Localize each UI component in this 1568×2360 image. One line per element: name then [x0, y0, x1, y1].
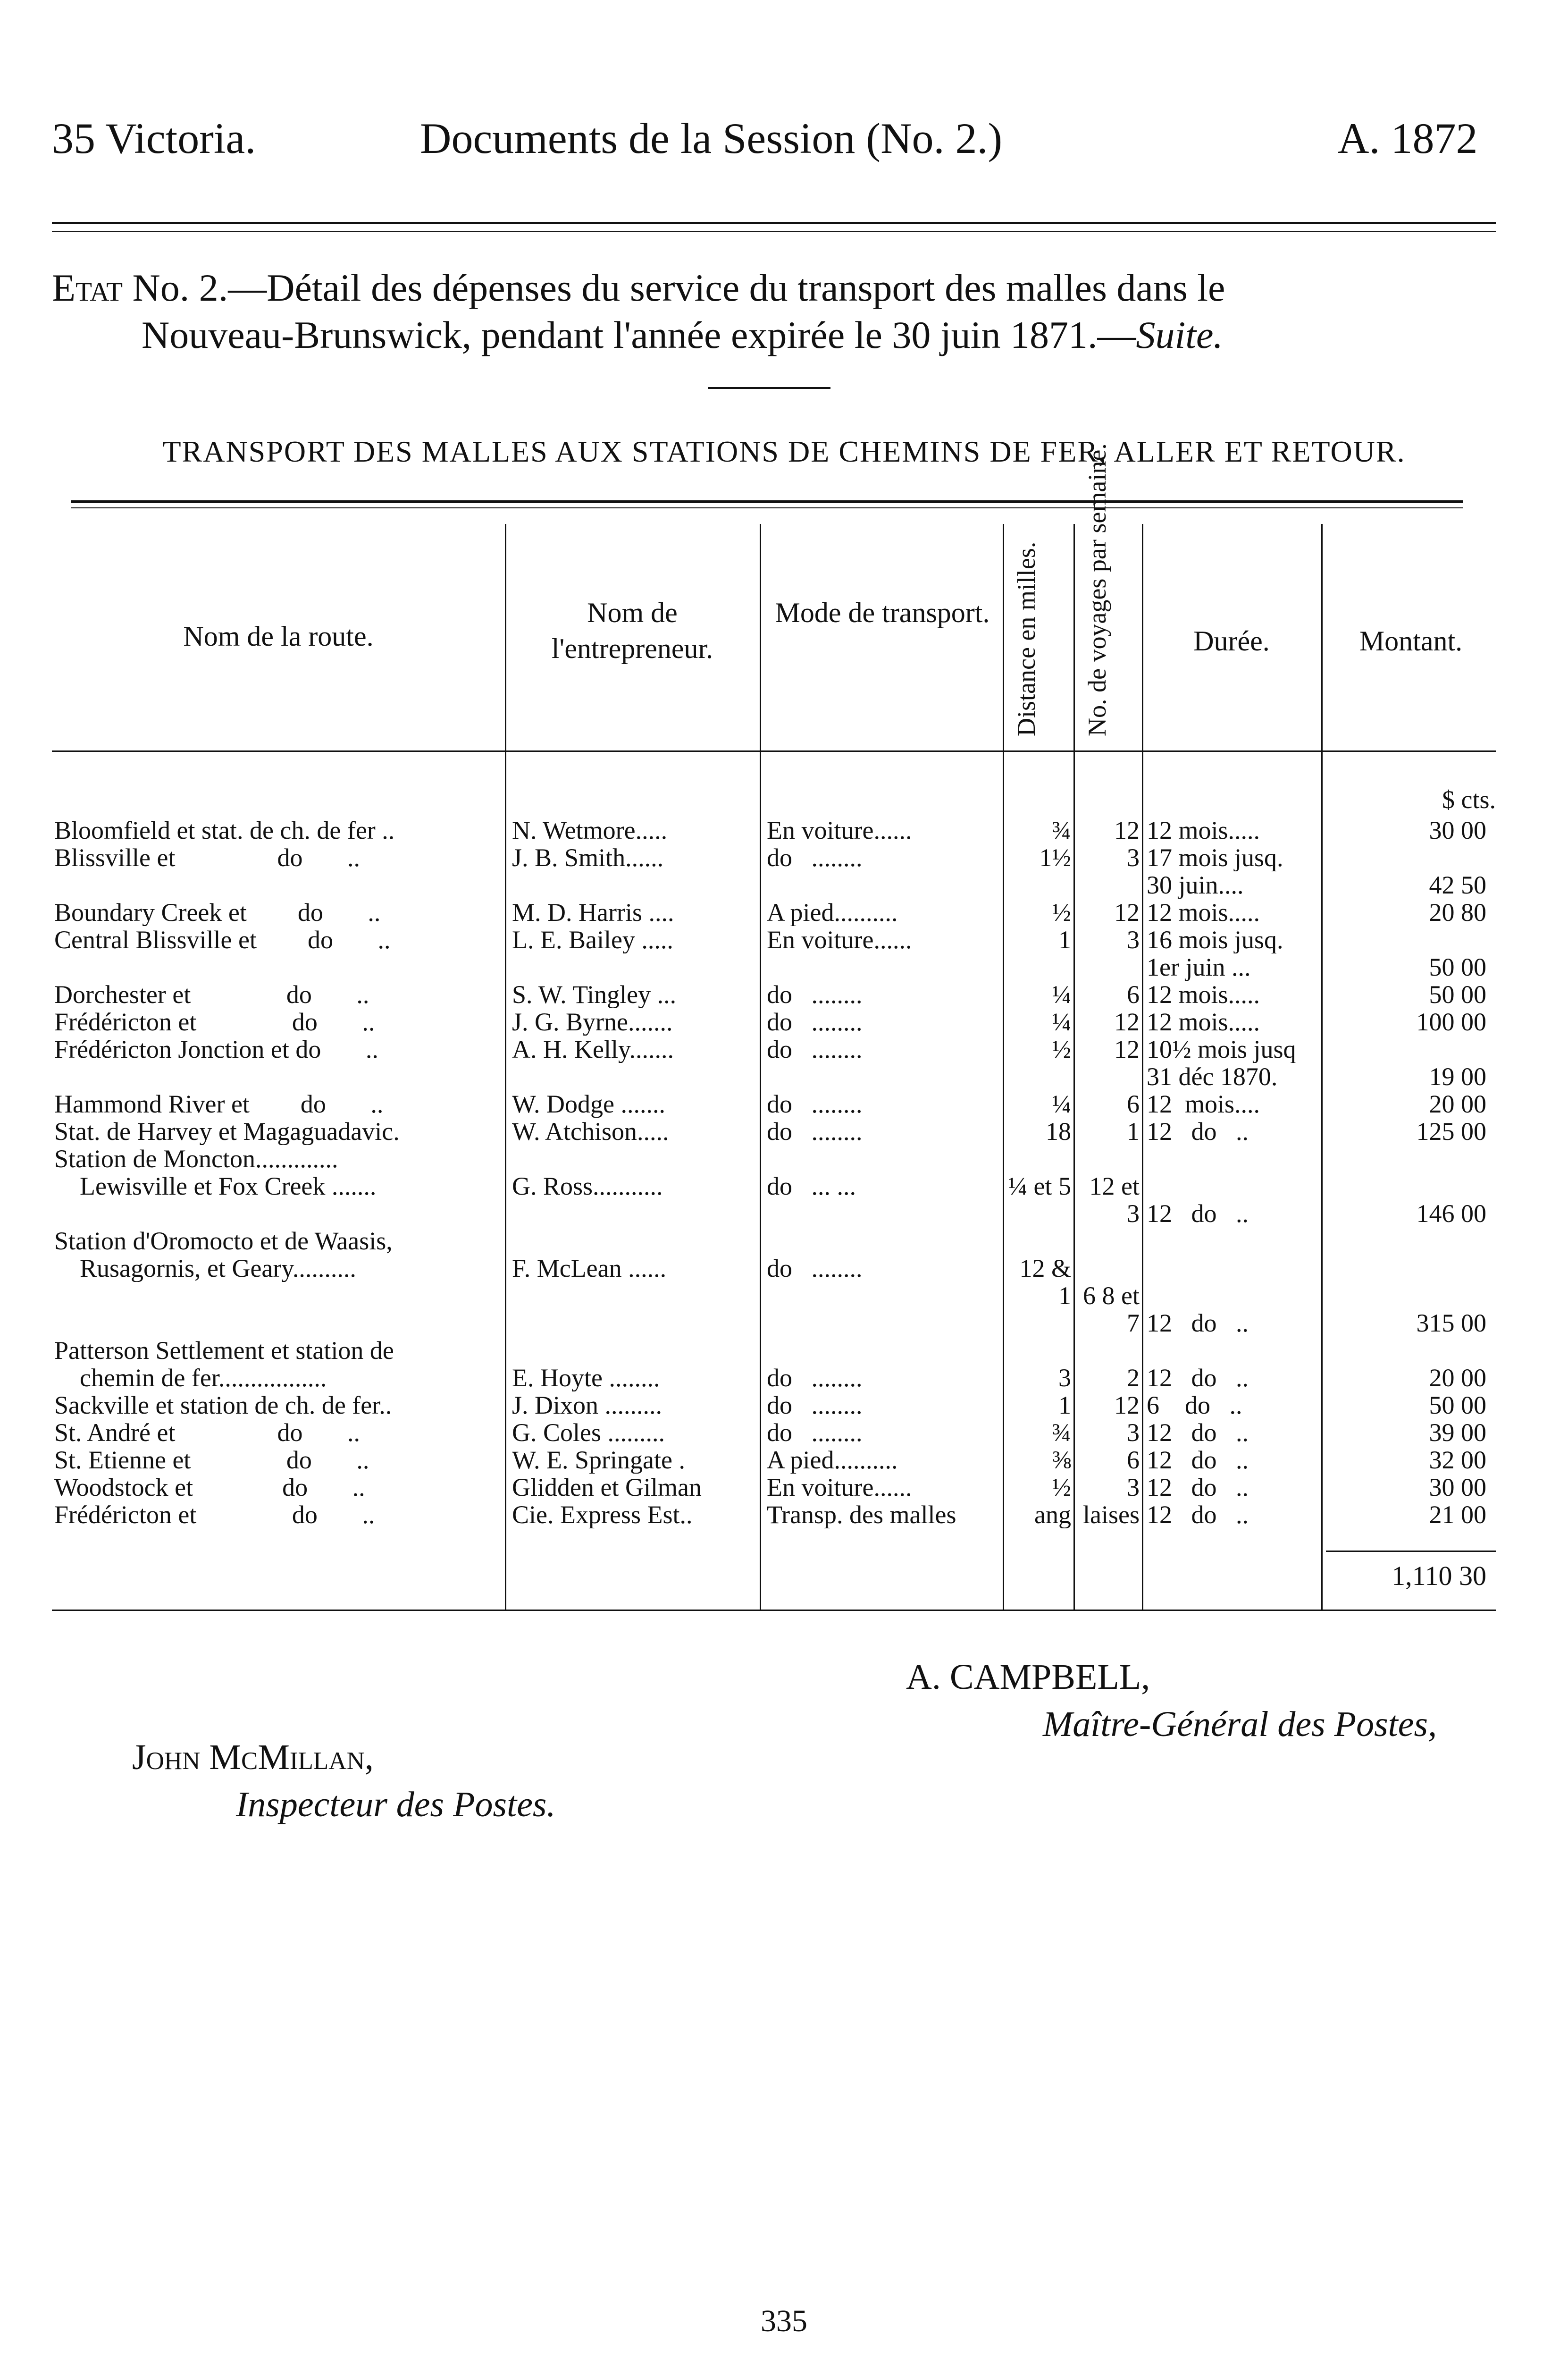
table-cell-mode: do ........: [767, 981, 863, 1008]
table-cell-contractor: N. Wetmore.....: [512, 817, 668, 844]
table-cell-duration: 12 mois.....: [1147, 817, 1260, 844]
table-cell-amount: 50 00: [1429, 981, 1486, 1008]
table-cell-trips: 3: [1127, 926, 1140, 953]
table-cell-distance: ¼ et 5: [1008, 1172, 1071, 1200]
table-cell-route: Blissville et do ..: [54, 844, 360, 871]
table-cell-distance: 18: [1046, 1118, 1071, 1145]
table-cell-mode: do ........: [767, 1419, 863, 1446]
header-center: Documents de la Session (No. 2.): [420, 114, 1003, 162]
table-cell-amount: 20 00: [1429, 1090, 1486, 1118]
signature-title-left: Inspecteur des Postes.: [236, 1785, 556, 1824]
table-cell-route: Hammond River et do ..: [54, 1090, 384, 1118]
table-cell-mode: A pied..........: [767, 899, 898, 926]
table-cell-trips: 6: [1127, 1090, 1140, 1118]
table-cell-trips: 2: [1127, 1364, 1140, 1391]
table-cell-contractor: M. D. Harris ....: [512, 899, 674, 926]
table-cell-distance: 1½: [1039, 844, 1071, 871]
table-cell-trips: 3: [1127, 1419, 1140, 1446]
table-cell-distance: 1: [1058, 1391, 1071, 1419]
col-line-4: [1073, 524, 1075, 1610]
table-cell-duration: 12 mois.....: [1147, 1008, 1260, 1036]
table-cell-contractor: J. Dixon .........: [512, 1391, 662, 1419]
table-top-rule-thin: [71, 507, 1463, 508]
table-cell-amount: 50 00: [1429, 1391, 1486, 1419]
table-cell-distance: 1: [1058, 926, 1071, 953]
table-cell-contractor: W. Atchison.....: [512, 1118, 669, 1145]
signature-name-right: A. CAMPBELL,: [906, 1657, 1150, 1697]
page-number: 335: [761, 2304, 807, 2338]
table-cell-trips: 12: [1114, 817, 1140, 844]
table-cell-amount: 21 00: [1429, 1501, 1486, 1528]
table-cell-distance: ½: [1052, 1036, 1071, 1063]
table-cell-mode: do ........: [767, 1391, 863, 1419]
table-cell-duration: 12 mois.....: [1147, 981, 1260, 1008]
table-cell-route: chemin de fer.................: [54, 1364, 327, 1391]
col-line-3: [1003, 524, 1004, 1610]
table-cell-route: Frédéricton Jonction et do ..: [54, 1036, 378, 1063]
page-title: [52, 264, 1505, 359]
table-cell-mode: do ........: [767, 844, 863, 871]
col-header-trips-text: No. de voyages par semaine.: [1083, 443, 1111, 736]
title-suite: Suite.: [1136, 313, 1223, 356]
table-cell-mode: do ... ...: [767, 1172, 856, 1200]
table-cell-trips: 12: [1114, 1391, 1140, 1419]
table-cell-distance: ⅜: [1052, 1446, 1071, 1474]
table-cell-duration: 30 juin....: [1147, 871, 1244, 899]
col-line-2: [760, 524, 761, 1610]
table-cell-distance: ang: [1034, 1501, 1071, 1528]
table-cell-contractor: A. H. Kelly.......: [512, 1036, 674, 1063]
table-cell-mode: En voiture......: [767, 926, 912, 953]
table-cell-mode: do ........: [767, 1364, 863, 1391]
table-cell-route: Boundary Creek et do ..: [54, 899, 381, 926]
table-cell-contractor: L. E. Bailey .....: [512, 926, 673, 953]
title-divider: [708, 387, 830, 389]
table-cell-contractor: W. Dodge .......: [512, 1090, 665, 1118]
table-cell-route: Central Blissville et do ..: [54, 926, 391, 953]
table-cell-duration: 12 do ..: [1147, 1364, 1249, 1391]
title-prefix: Etat: [52, 266, 123, 309]
table-cell-amount: 125 00: [1416, 1118, 1486, 1145]
table-cell-duration: 12 do ..: [1147, 1309, 1249, 1337]
table-top-rule: [71, 500, 1463, 503]
table-cell-duration: 12 do ..: [1147, 1501, 1249, 1528]
table-cell-amount: 42 50: [1429, 871, 1486, 899]
table-cell-distance: 12 &: [1019, 1255, 1071, 1282]
table-cell-route: Dorchester et do ..: [54, 981, 369, 1008]
table-cell-trips: 3: [1127, 844, 1140, 871]
signature-name-left: John McMillan,: [132, 1737, 374, 1777]
col-header-trips: [1083, 443, 1111, 736]
table-cell-amount: 50 00: [1429, 953, 1486, 981]
table-cell-mode: do ........: [767, 1090, 863, 1118]
table-cell-amount: 20 80: [1429, 899, 1486, 926]
table-cell-trips: 12: [1114, 899, 1140, 926]
table-cell-route: Frédéricton et do ..: [54, 1501, 375, 1528]
table-cell-contractor: J. G. Byrne.......: [512, 1008, 673, 1036]
table-cell-route: Station de Moncton.............: [54, 1145, 338, 1172]
header-left: 35 Victoria.: [52, 114, 256, 162]
table-cell-amount: 32 00: [1429, 1446, 1486, 1474]
table-cell-duration: 12 do ..: [1147, 1118, 1249, 1145]
table-bottom-rule: [52, 1610, 1496, 1611]
table-cell-distance: ½: [1052, 1474, 1071, 1501]
col-header-amount: Montant.: [1359, 625, 1463, 657]
table-cell-contractor: S. W. Tingley ...: [512, 981, 677, 1008]
table-cell-trips: 12: [1114, 1036, 1140, 1063]
table-cell-duration: 17 mois jusq.: [1147, 844, 1283, 871]
table-cell-mode: do ........: [767, 1008, 863, 1036]
table-cell-amount: 100 00: [1416, 1008, 1486, 1036]
table-cell-mode: En voiture......: [767, 817, 912, 844]
table-cell-route: Bloomfield et stat. de ch. de fer ..: [54, 817, 395, 844]
table-cell-trips: 6: [1127, 1446, 1140, 1474]
table-cell-amount: 30 00: [1429, 817, 1486, 844]
header-right: A. 1872: [1338, 114, 1478, 162]
header-rule-thin: [52, 231, 1496, 232]
table-cell-mode: do ........: [767, 1118, 863, 1145]
table-cell-route: St. André et do ..: [54, 1419, 360, 1446]
col-header-duration: Durée.: [1193, 625, 1270, 657]
table-cell-contractor: F. McLean ......: [512, 1255, 667, 1282]
table-cell-distance: ½: [1052, 899, 1071, 926]
col-line-1: [505, 524, 506, 1610]
table-cell-contractor: Cie. Express Est..: [512, 1501, 693, 1528]
col-line-6: [1321, 524, 1323, 1610]
table-cell-mode: En voiture......: [767, 1474, 912, 1501]
col-header-mode: Mode de transport.: [775, 597, 990, 628]
header-rule: [52, 222, 1496, 224]
table-cell-contractor: G. Ross...........: [512, 1172, 663, 1200]
table-cell-distance: ¼: [1052, 981, 1071, 1008]
table-cell-route: Sackville et station de ch. de fer..: [54, 1391, 392, 1419]
table-cell-duration: 12 mois....: [1147, 1090, 1260, 1118]
col-header-route: Nom de la route.: [183, 621, 374, 652]
table-cell-trips: 3: [1127, 1200, 1140, 1227]
table-cell-route: Woodstock et do ..: [54, 1474, 365, 1501]
table-cell-trips: 12: [1114, 1008, 1140, 1036]
signature-title-right: Maître-Général des Postes,: [1043, 1704, 1437, 1744]
table-cell-contractor: Glidden et Gilman: [512, 1474, 702, 1501]
table-cell-amount: 146 00: [1416, 1200, 1486, 1227]
table-cell-duration: 10½ mois jusq: [1147, 1036, 1296, 1063]
table-cell-duration: 16 mois jusq.: [1147, 926, 1283, 953]
title-line1: No. 2.—Détail des dépenses du service du transport des malles dans le: [123, 266, 1225, 309]
table-cell-contractor: J. B. Smith......: [512, 844, 664, 871]
table-cell-trips: 3: [1127, 1474, 1140, 1501]
table-cell-amount: 315 00: [1416, 1309, 1486, 1337]
table-cell-route: Stat. de Harvey et Magaguadavic.: [54, 1118, 400, 1145]
col-header-distance: [1012, 538, 1040, 736]
table-cell-duration: 12 mois.....: [1147, 899, 1260, 926]
table-cell-duration: 12 do ..: [1147, 1419, 1249, 1446]
total-amount: 1,110 30: [1392, 1560, 1486, 1591]
table-cell-mode: do ........: [767, 1255, 863, 1282]
title-line2: Nouveau-Brunswick, pendant l'année expirée le 30 juin 1871.—: [142, 313, 1136, 356]
table-cell-contractor: W. E. Springate .: [512, 1446, 685, 1474]
table-cell-duration: 1er juin ...: [1147, 953, 1251, 981]
table-cell-duration: 31 déc 1870.: [1147, 1063, 1278, 1090]
table-cell-trips: 6 8 et: [1083, 1282, 1140, 1309]
table-cell-trips: 1: [1127, 1118, 1140, 1145]
table-cell-amount: 20 00: [1429, 1364, 1486, 1391]
table-cell-route: St. Etienne et do ..: [54, 1446, 369, 1474]
section-heading: TRANSPORT DES MALLES AUX STATIONS DE CHEMINS DE FER, ALLER ET RETOUR.: [162, 435, 1406, 468]
table-cell-contractor: G. Coles .........: [512, 1419, 665, 1446]
table-cell-amount: 39 00: [1429, 1419, 1486, 1446]
col-header-distance-text: Distance en milles.: [1012, 541, 1040, 736]
table-cell-route: Frédéricton et do ..: [54, 1008, 375, 1036]
table-cell-amount: 19 00: [1429, 1063, 1486, 1090]
col-line-5: [1142, 524, 1143, 1610]
table-cell-contractor: E. Hoyte ........: [512, 1364, 660, 1391]
table-cell-distance: 1: [1058, 1282, 1071, 1309]
table-cell-duration: 6 do ..: [1147, 1391, 1242, 1419]
table-cell-mode: do ........: [767, 1036, 863, 1063]
currency-label: $ cts.: [1442, 785, 1496, 814]
table-cell-mode: Transp. des malles: [767, 1501, 956, 1528]
table-cell-duration: 12 do ..: [1147, 1446, 1249, 1474]
table-cell-distance: ¼: [1052, 1090, 1071, 1118]
table-cell-trips: laises: [1083, 1501, 1140, 1528]
table-cell-route: Patterson Settlement et station de: [54, 1337, 394, 1364]
table-cell-duration: 12 do ..: [1147, 1200, 1249, 1227]
table-cell-trips: 7: [1127, 1309, 1140, 1337]
table-cell-distance: ¾: [1052, 1419, 1071, 1446]
table-cell-mode: A pied..........: [767, 1446, 898, 1474]
table-cell-route: Rusagornis, et Geary..........: [54, 1255, 356, 1282]
table-cell-trips: 12 et: [1089, 1172, 1140, 1200]
table-cell-distance: 3: [1058, 1364, 1071, 1391]
table-cell-route: Lewisville et Fox Creek .......: [54, 1172, 377, 1200]
table-cell-distance: ¾: [1052, 817, 1071, 844]
table-cell-amount: 30 00: [1429, 1474, 1486, 1501]
table-cell-distance: ¼: [1052, 1008, 1071, 1036]
table-cell-duration: 12 do ..: [1147, 1474, 1249, 1501]
table-cell-trips: 6: [1127, 981, 1140, 1008]
col-header-contractor: Nom de l'entrepreneur.: [551, 597, 713, 664]
total-rule: [1326, 1551, 1496, 1552]
table-cell-route: Station d'Oromocto et de Waasis,: [54, 1227, 393, 1255]
header-bottom-rule: [52, 750, 1496, 752]
